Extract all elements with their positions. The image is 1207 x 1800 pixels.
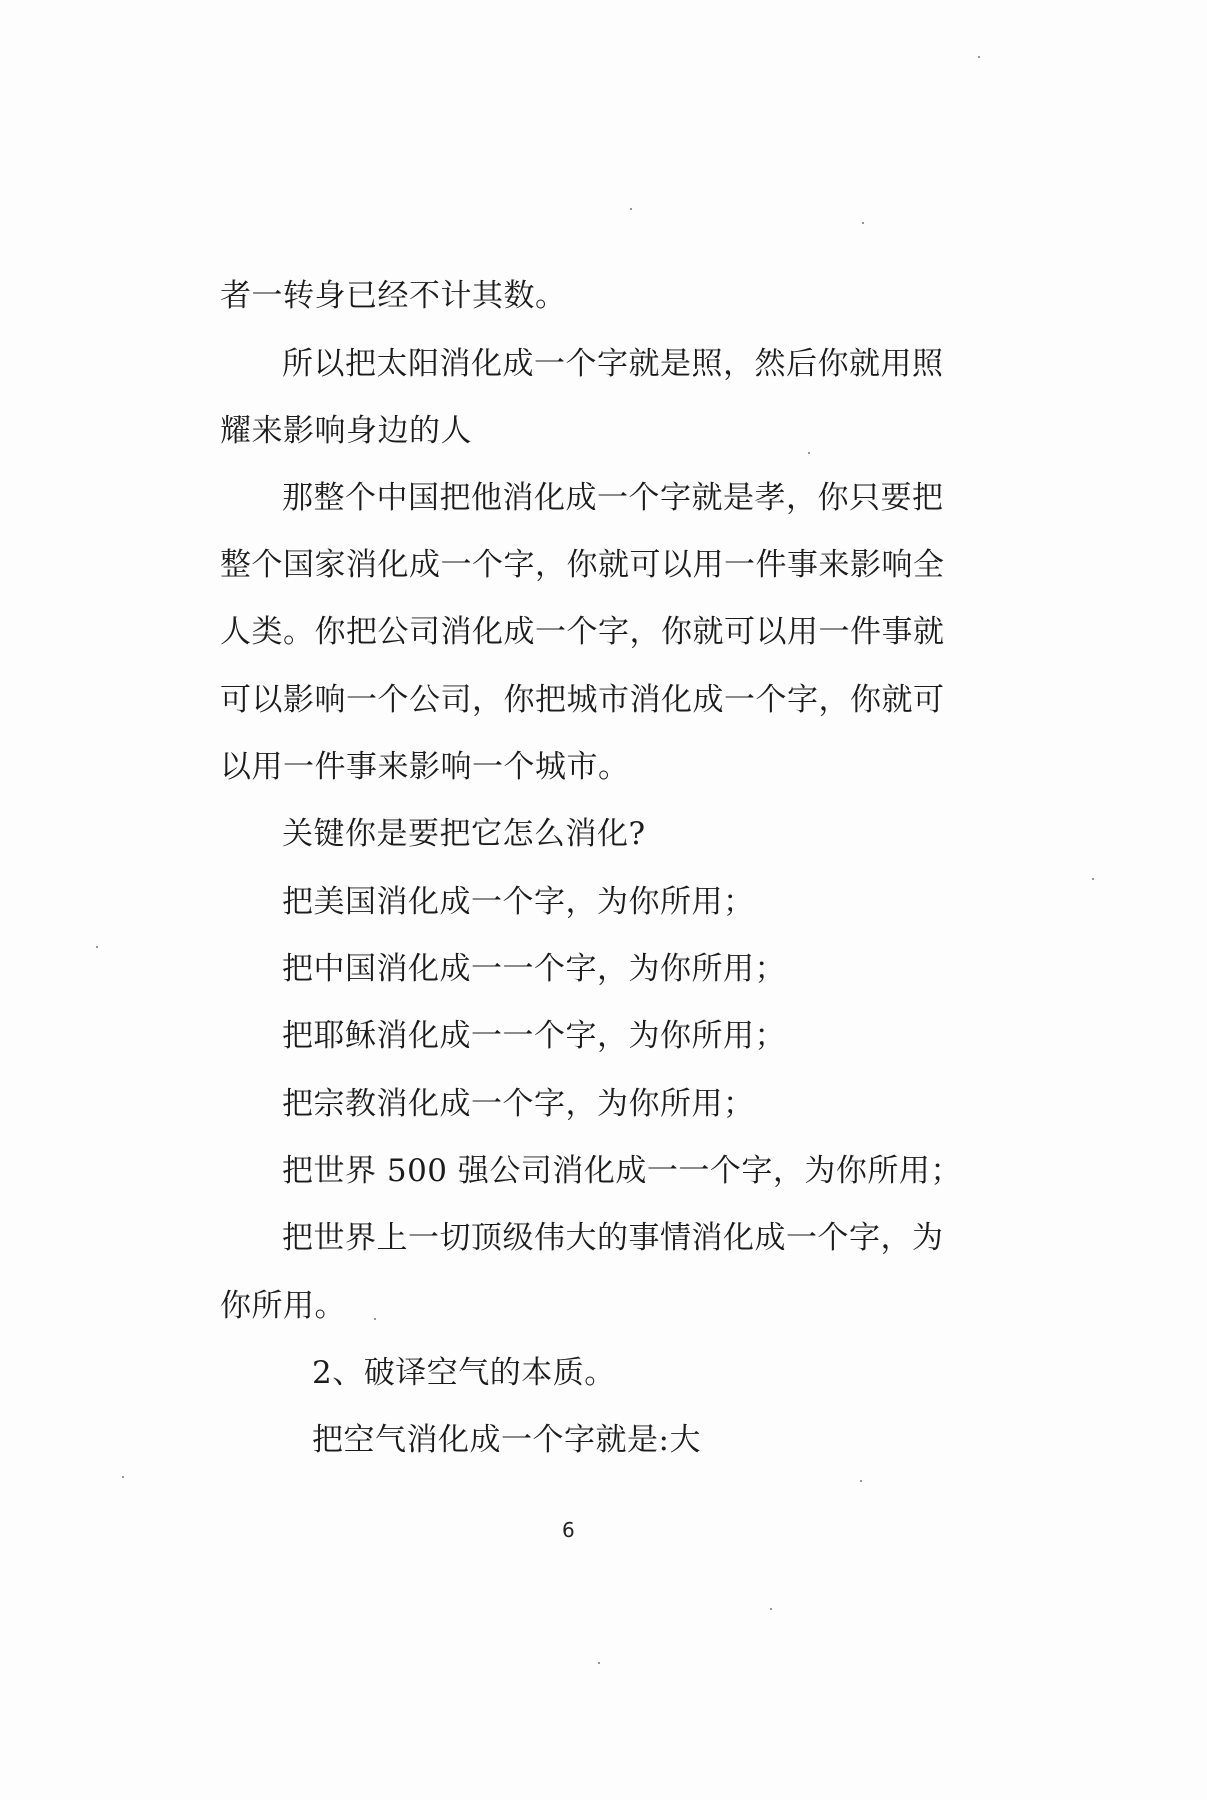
section-heading: 2、破译空气的本质。 bbox=[312, 1355, 616, 1391]
text-line-5: 整个国家消化成一个字，你就可以用一件事来影响全 bbox=[220, 547, 945, 583]
text-line-9: 关键你是要把它怎么消化? bbox=[282, 816, 646, 852]
text-line-10: 把美国消化成一个字，为你所用； bbox=[282, 884, 755, 920]
scan-speck bbox=[122, 1476, 124, 1478]
text-line-3: 耀来影响身边的人 bbox=[220, 413, 472, 449]
scan-speck bbox=[598, 1662, 600, 1664]
text-line-2: 所以把太阳消化成一个字就是照，然后你就用照 bbox=[282, 346, 944, 382]
scan-speck bbox=[96, 946, 98, 948]
text-line-16: 你所用。 bbox=[220, 1288, 346, 1324]
text-line-18: 把空气消化成一个字就是:大 bbox=[312, 1422, 701, 1458]
scan-speck bbox=[860, 1480, 862, 1482]
text-line-12: 把耶稣消化成一一个字，为你所用； bbox=[282, 1018, 786, 1054]
page-number: 6 bbox=[562, 1518, 575, 1542]
text-line-8: 以用一件事来影响一个城市。 bbox=[220, 749, 630, 785]
text-line-1: 者一转身已经不计其数。 bbox=[220, 278, 567, 314]
text-line-11: 把中国消化成一一个字，为你所用； bbox=[282, 951, 786, 987]
text-line-7: 可以影响一个公司，你把城市消化成一个字，你就可 bbox=[220, 682, 945, 718]
scan-speck bbox=[770, 1608, 772, 1610]
scan-speck bbox=[1092, 878, 1094, 880]
text-line-14: 把世界 500 强公司消化成一一个字，为你所用； bbox=[282, 1153, 962, 1189]
text-line-13: 把宗教消化成一个字，为你所用； bbox=[282, 1086, 755, 1122]
scan-speck bbox=[862, 222, 864, 224]
text-line-4: 那整个中国把他消化成一个字就是孝，你只要把 bbox=[282, 480, 944, 516]
text-line-6: 人类。你把公司消化成一个字，你就可以用一件事就 bbox=[220, 614, 945, 650]
scan-speck bbox=[630, 208, 632, 210]
scan-speck bbox=[374, 1318, 376, 1320]
text-line-15: 把世界上一切顶级伟大的事情消化成一个字，为 bbox=[282, 1220, 944, 1256]
scan-speck bbox=[808, 452, 810, 454]
scan-speck bbox=[978, 56, 980, 58]
